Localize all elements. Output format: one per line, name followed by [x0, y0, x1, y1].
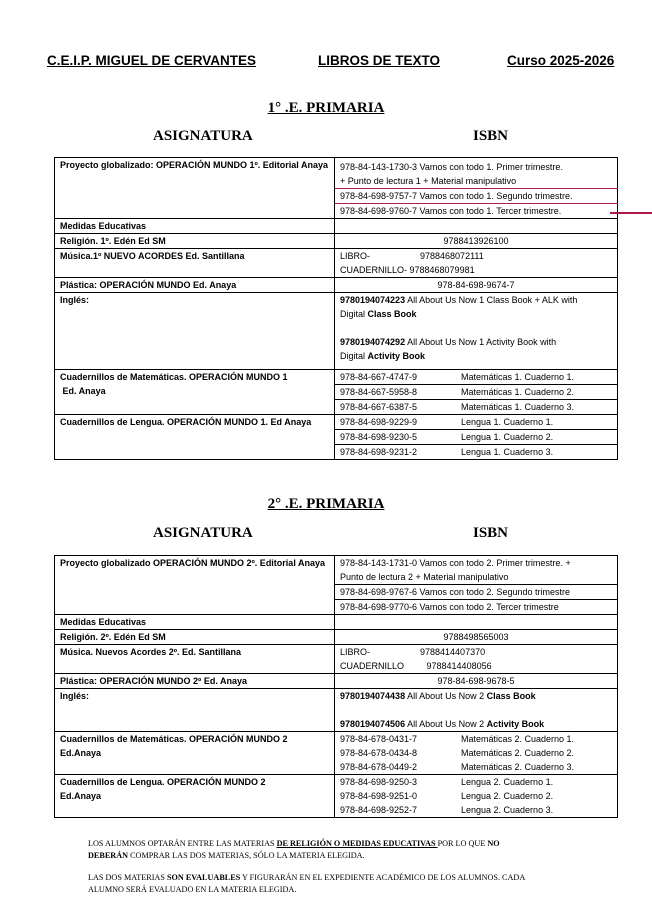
subject-cell [55, 732, 335, 775]
isbn-cell [335, 189, 618, 204]
column-header-subject: ASIGNATURA [153, 128, 253, 144]
isbn-cell: 9788498565003 [335, 630, 618, 645]
table-row [55, 775, 618, 818]
footer-text: SON EVALUABLES [166, 873, 241, 882]
subject-cell: Medidas Educativas [55, 219, 335, 234]
footer-text: DE RELIGIÓN O MEDIDAS EDUCATIVAS [276, 839, 438, 848]
subject-cell: Música.1º NUEVO ACORDES Ed. Santillana [55, 249, 335, 278]
table-row [55, 249, 618, 278]
isbn-number: 978-84-698-9231-2 [340, 447, 418, 457]
table-row [55, 158, 618, 189]
book-title: Class Book [486, 691, 536, 701]
isbn-number: 978-84-698-9251-0 [340, 791, 418, 801]
book-title: Lengua 2. Cuaderno 3. [461, 805, 554, 815]
footer-text: LOS ALUMNOS OPTARÁN ENTRE LAS MATERIAS [88, 839, 277, 848]
isbn-number: 978-84-698-9250-3 [340, 777, 418, 787]
isbn-cell [335, 585, 618, 600]
isbn-cell [335, 645, 618, 674]
isbn-cell [335, 385, 618, 400]
footer-text: POR LO QUE [437, 839, 488, 848]
isbn-line: LIBRO- 9788468072111 [340, 251, 484, 261]
section-title-1: 1° .E. PRIMARIA [267, 100, 385, 116]
book-title: All About Us Now 1 Class Book + ALK with [405, 295, 578, 305]
school-year: Curso 2025-2026 [507, 53, 615, 68]
book-title: All About Us Now 1 Activity Book with [405, 337, 557, 347]
subject-label: Cuadernillos de Matemáticas. OPERACIÓN MUNDO 1 [60, 372, 288, 382]
margin-mark [610, 212, 652, 214]
subject-cell: Plástica: OPERACIÓN MUNDO Ed. Anaya [55, 278, 335, 293]
isbn-cell: 978-84-698-9678-5 [335, 674, 618, 689]
isbn-cell [335, 293, 618, 370]
isbn-number: 9780194074223 [340, 295, 406, 305]
isbn-number: 978-84-678-0449-2 [340, 762, 418, 772]
book-title: Digital [340, 309, 368, 319]
isbn-cell [335, 600, 618, 615]
isbn-line: + Punto de lectura 1 + Material manipulativo [340, 176, 517, 186]
isbn-line: 978-84-143-1731-0 Vamos con todo 2. Primer trimestre. + [340, 558, 571, 568]
book-title: Matemáticas 2. Cuaderno 3. [461, 762, 575, 772]
isbn-number: 978-84-698-9230-5 [340, 432, 418, 442]
book-title: Matemáticas 1. Cuaderno 1. [461, 372, 575, 382]
isbn-line: 978-84-698-9770-6 Vamos con todo 2. Tercer trimestre [340, 602, 559, 612]
footer-note-evaluation [88, 872, 598, 895]
isbn-cell [335, 556, 618, 585]
subject-label: Proyecto globalizado OPERACIÓN MUNDO 2º. Editorial Anaya [60, 558, 325, 568]
isbn-cell: 9788413926100 [335, 234, 618, 249]
subject-cell: Plástica: OPERACIÓN MUNDO 2º Ed. Anaya [55, 674, 335, 689]
table-row [55, 630, 618, 645]
isbn-number: 978-84-678-0434-8 [340, 748, 418, 758]
isbn-line: 978-84-698-9757-7 Vamos con todo 1. Segundo trimestre. [340, 191, 573, 201]
book-title: Lengua 1. Cuaderno 2. [461, 432, 554, 442]
isbn-line: CUADERNILLO- 9788468079981 [340, 265, 475, 275]
isbn-line: LIBRO- 9788414407370 [340, 647, 486, 657]
column-header-isbn: ISBN [473, 128, 509, 144]
document-title: LIBROS DE TEXTO [318, 53, 441, 68]
isbn-cell [335, 370, 618, 385]
footer-text: NO [487, 839, 500, 848]
book-title: All About Us Now 2 [405, 719, 487, 729]
subject-cell: Inglés: [55, 293, 335, 370]
footer-notes [88, 838, 598, 895]
table-row [55, 278, 618, 293]
table-row [55, 615, 618, 630]
subject-cell [55, 370, 335, 415]
isbn-cell [335, 219, 618, 234]
book-title: Class Book [367, 309, 417, 319]
subject-cell [55, 556, 335, 615]
subject-label: Cuadernillos de Lengua. OPERACIÓN MUNDO 2 [60, 777, 266, 787]
book-title: Matemáticas 1. Cuaderno 3. [461, 402, 575, 412]
isbn-cell [335, 615, 618, 630]
subject-label: Cuadernillos de Matemáticas. OPERACIÓN MUNDO 2 [60, 734, 288, 744]
footer-text: ALUMNO SERÁ EVALUADO EN LA MATERIA ELEGIDA. [88, 884, 297, 894]
table-row [55, 645, 618, 674]
isbn-line: 978-84-698-9760-7 Vamos con todo 1. Tercer trimestre. [340, 206, 562, 216]
table-row [55, 293, 618, 370]
footer-text: DEBERÁN [88, 850, 129, 860]
isbn-cell [335, 775, 618, 818]
subject-cell: Religión. 2º. Edén Ed SM [55, 630, 335, 645]
table-row [55, 370, 618, 385]
table-row [55, 556, 618, 585]
table-row [55, 415, 618, 460]
isbn-cell [335, 400, 618, 415]
book-title: Lengua 2. Cuaderno 1. [461, 777, 554, 787]
isbn-number: 978-84-667-5958-8 [340, 387, 418, 397]
book-title: Matemáticas 1. Cuaderno 2. [461, 387, 575, 397]
isbn-cell [335, 204, 618, 219]
isbn-cell [335, 158, 618, 189]
textbook-table-2 [54, 555, 618, 818]
textbook-table-1 [54, 157, 618, 460]
isbn-number: 978-84-667-6387-5 [340, 402, 418, 412]
isbn-line: 978-84-698-9767-6 Vamos con todo 2. Segundo trimestre [340, 587, 570, 597]
subject-label: Ed.Anaya [60, 791, 102, 801]
table-row [55, 689, 618, 732]
subject-cell [55, 775, 335, 818]
book-title: Lengua 1. Cuaderno 3. [461, 447, 554, 457]
footer-text: COMPRAR LAS DOS MATERIAS, SÓLO LA MATERIA ELEGIDA. [128, 850, 365, 860]
section-title-2: 2° .E. PRIMARIA [267, 496, 385, 512]
isbn-line: CUADERNILLO 9788414408056 [340, 661, 492, 671]
subject-cell [55, 158, 335, 219]
footer-text: Y FIGURARÁN EN EL EXPEDIENTE ACADÉMICO DE LOS ALUMNOS. CADA [240, 873, 526, 882]
book-title: Lengua 1. Cuaderno 1. [461, 417, 554, 427]
isbn-cell [335, 415, 618, 460]
footer-note-choice [88, 838, 598, 861]
table-row [55, 219, 618, 234]
book-title: Matemáticas 2. Cuaderno 2. [461, 748, 575, 758]
isbn-line: 978-84-143-1730-3 Vamos con todo 1. Primer trimestre. [340, 162, 563, 172]
book-title: Activity Book [486, 719, 545, 729]
isbn-number: 9780194074292 [340, 337, 406, 347]
subject-label: Proyecto globalizado: OPERACIÓN MUNDO 1º. Editorial Anaya [60, 160, 328, 170]
footer-text: LAS DOS MATERIAS [88, 873, 167, 882]
isbn-number: 9780194074438 [340, 691, 406, 701]
school-name: C.E.I.P. MIGUEL DE CERVANTES [47, 53, 257, 68]
subject-label: Ed. Anaya [60, 386, 106, 396]
isbn-cell [335, 249, 618, 278]
subject-cell: Religión. 1º. Edén Ed SM [55, 234, 335, 249]
table-row [55, 234, 618, 249]
isbn-cell: 978-84-698-9674-7 [335, 278, 618, 293]
book-title: All About Us Now 2 [405, 691, 487, 701]
column-header-isbn: ISBN [473, 525, 509, 541]
isbn-number: 978-84-698-9252-7 [340, 805, 418, 815]
book-title: Digital [340, 351, 368, 361]
book-title: Lengua 2. Cuaderno 2. [461, 791, 554, 801]
subject-label: Cuadernillos de Lengua. OPERACIÓN MUNDO 1. Ed Anaya [60, 417, 312, 427]
isbn-line: Punto de lectura 2 + Material manipulativo [340, 572, 509, 582]
isbn-number: 978-84-678-0431-7 [340, 734, 418, 744]
isbn-cell [335, 732, 618, 775]
isbn-number: 978-84-698-9229-9 [340, 417, 418, 427]
isbn-number: 9780194074506 [340, 719, 406, 729]
subject-cell: Música. Nuevos Acordes 2º. Ed. Santillana [55, 645, 335, 674]
column-header-subject: ASIGNATURA [153, 525, 253, 541]
subject-label: Ed.Anaya [60, 748, 102, 758]
table-row [55, 674, 618, 689]
book-title: Activity Book [367, 351, 426, 361]
subject-cell: Inglés: [55, 689, 335, 732]
isbn-number: 978-84-667-4747-9 [340, 372, 418, 382]
subject-cell [55, 415, 335, 460]
subject-cell: Medidas Educativas [55, 615, 335, 630]
table-row [55, 732, 618, 775]
isbn-cell [335, 689, 618, 732]
book-title: Matemáticas 2. Cuaderno 1. [461, 734, 575, 744]
